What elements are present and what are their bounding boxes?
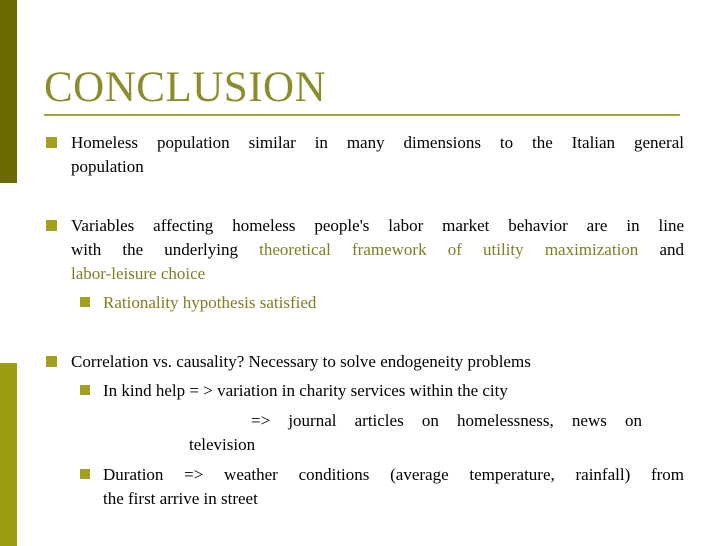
bullet-2-line-1: Variables affecting homeless people's labor market behavior are in line [71, 216, 684, 235]
highlight-utility-maximization: theoretical framework of utility maximization [259, 240, 639, 259]
sub-bullet-rationality: Rationality hypothesis satisfied [103, 293, 317, 312]
sub-bullet-square-icon [80, 469, 90, 479]
sub-bullet-in-kind-help: In kind help = > variation in charity services within the city [103, 381, 508, 400]
bullet-square-icon [46, 220, 57, 231]
bullet-3-line-1: Correlation vs. causality? Necessary to solve endogeneity problems [71, 352, 531, 371]
slide-title: CONCLUSION [44, 64, 327, 111]
sub-bullet-duration-line-2: the first arrive in street [103, 489, 258, 508]
title-underline [44, 114, 680, 116]
highlight-labor-leisure: labor-leisure choice [71, 264, 206, 283]
bullet-2-line-2-start: with the underlying [71, 240, 260, 259]
bullet-1-line-1: Homeless population similar in many dimensions to the Italian general [71, 133, 684, 152]
bullet-2-line-2 [71, 238, 684, 262]
sub-bullet-square-icon [80, 385, 90, 395]
bullet-2-line-2-end: and [638, 240, 684, 259]
side-bar-bottom [0, 363, 17, 546]
bullet-square-icon [46, 356, 57, 367]
bullet-1-line-2: population [71, 157, 144, 176]
sub-bullet-in-kind-help-cont-2: television [189, 435, 256, 454]
sub-bullet-square-icon [80, 297, 90, 307]
side-bar-middle [0, 183, 17, 363]
sub-bullet-in-kind-help-cont: => journal articles on homelessness, news on [251, 411, 642, 430]
side-bar-top [0, 0, 17, 183]
bullet-square-icon [46, 137, 57, 148]
sub-bullet-duration-line-1: Duration => weather conditions (average temperature, rainfall) from [103, 465, 684, 484]
